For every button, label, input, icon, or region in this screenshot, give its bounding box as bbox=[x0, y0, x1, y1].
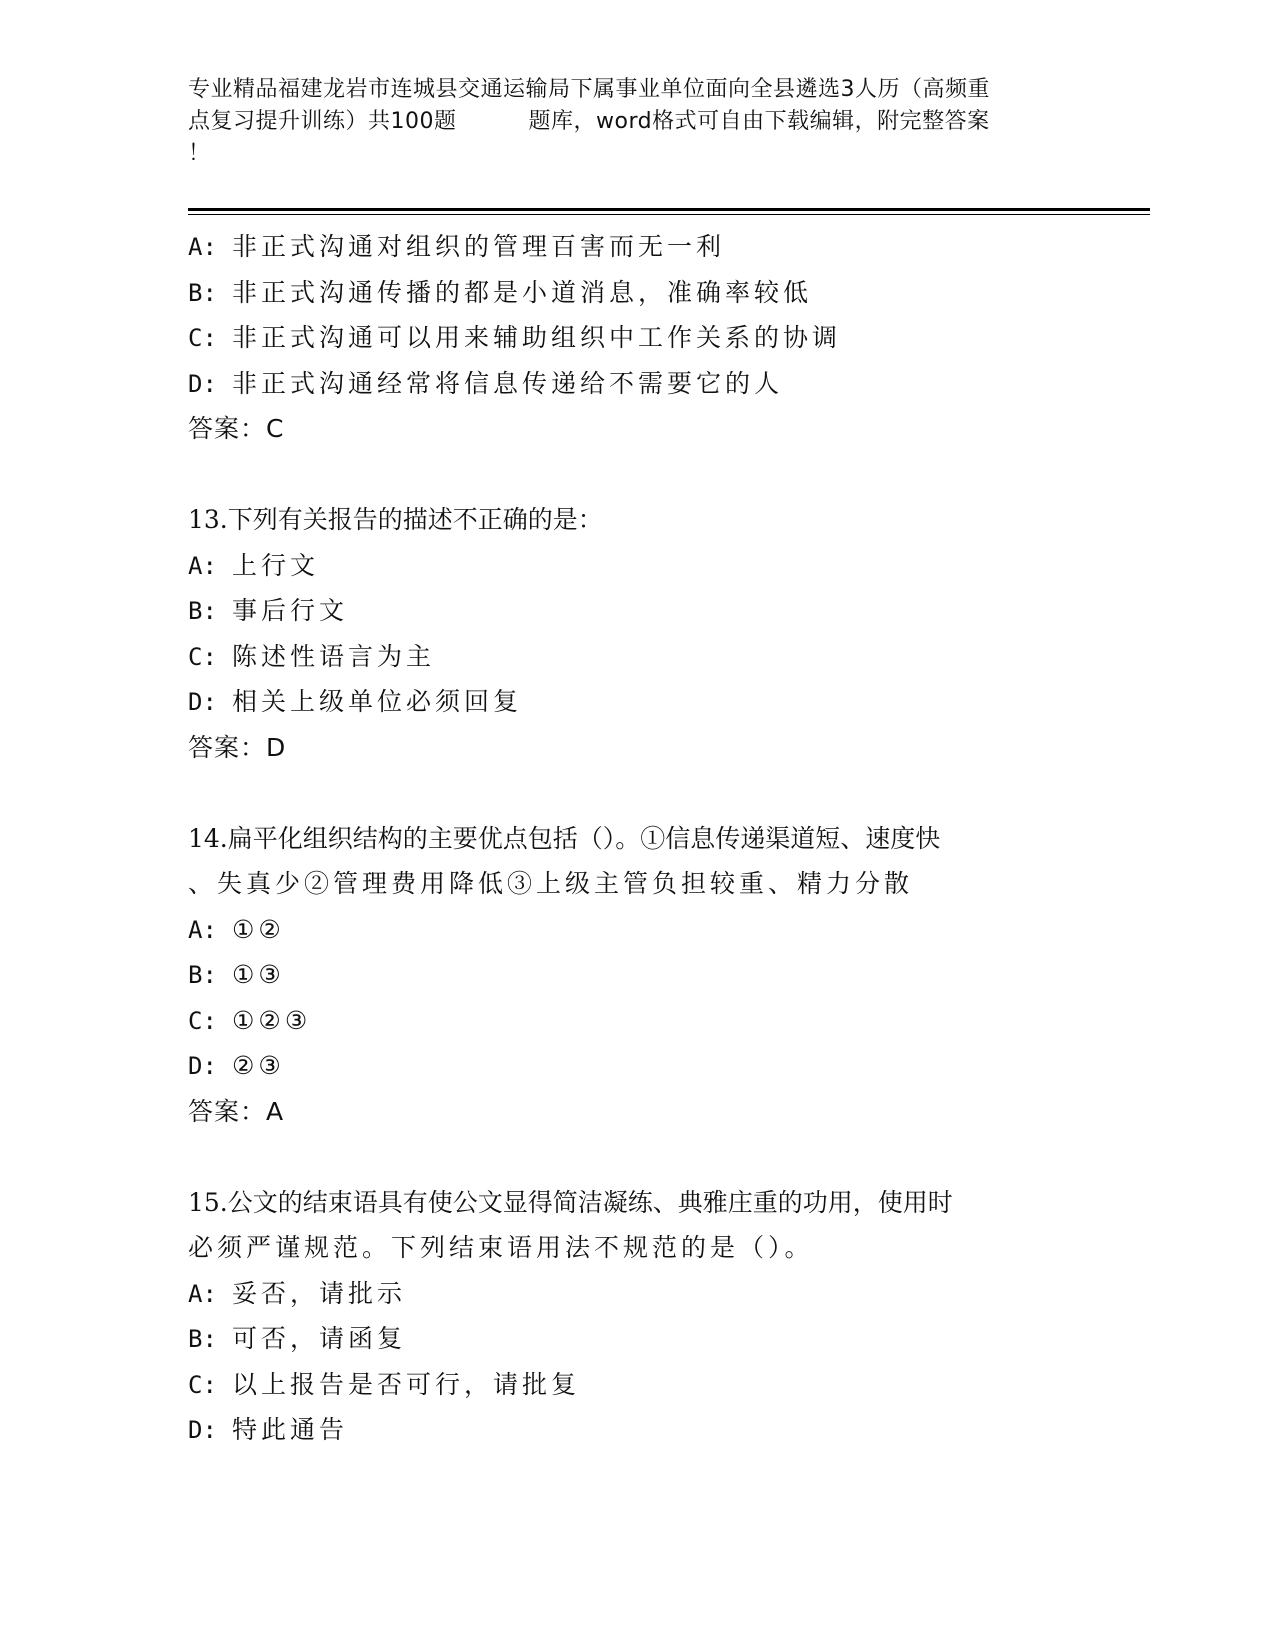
question-14 bbox=[188, 816, 1088, 1135]
question-text-line-1: 15.公文的结束语具有使公文显得简洁凝练、典雅庄重的功用，使用时 bbox=[188, 1187, 953, 1217]
option-label: C: bbox=[188, 1006, 217, 1035]
option-label: C: bbox=[188, 642, 217, 671]
option-text: 以上报告是否可行，请批复 bbox=[232, 1369, 581, 1399]
option-c bbox=[188, 315, 1088, 361]
header-title-line-2 bbox=[188, 106, 1088, 138]
option-b bbox=[188, 270, 1088, 316]
option-c bbox=[188, 1362, 1088, 1408]
question-13 bbox=[188, 497, 1088, 770]
option-b bbox=[188, 952, 1088, 998]
option-text: 妥否，请批示 bbox=[232, 1278, 407, 1308]
option-label: D: bbox=[188, 688, 217, 716]
header-title-line-1: 专业精品福建龙岩市连城县交通运输局下属事业单位面向全县遴选3人历（高频重 bbox=[188, 77, 990, 102]
question-list bbox=[188, 224, 1088, 1453]
header-title-line-3: ！ bbox=[188, 141, 211, 166]
option-text: 可否，请函复 bbox=[232, 1324, 407, 1353]
option-label: B: bbox=[188, 597, 217, 625]
option-text: 相关上级单位必须回复 bbox=[232, 687, 523, 716]
option-label: C: bbox=[188, 1370, 217, 1399]
option-label: A: bbox=[188, 551, 217, 580]
option-d bbox=[188, 1043, 1088, 1089]
document-header bbox=[188, 74, 1088, 170]
option-a bbox=[188, 543, 1088, 589]
option-text: ①② bbox=[232, 914, 285, 944]
option-label: D: bbox=[188, 1052, 217, 1080]
option-d bbox=[188, 361, 1088, 407]
option-text: 陈述性语言为主 bbox=[232, 641, 436, 671]
answer-text: 答案：C bbox=[188, 414, 285, 443]
option-text: 非正式沟通传播的都是小道消息，准确率较低 bbox=[232, 277, 813, 307]
option-text: 特此通告 bbox=[232, 1415, 349, 1444]
option-label: B: bbox=[188, 1325, 217, 1353]
option-d bbox=[188, 1407, 1088, 1453]
option-text: ①③ bbox=[232, 960, 285, 989]
option-label: A: bbox=[188, 915, 217, 944]
option-text: ①②③ bbox=[232, 1005, 312, 1035]
option-label: D: bbox=[188, 369, 217, 398]
option-label: D: bbox=[188, 1416, 217, 1444]
option-text: 非正式沟通可以用来辅助组织中工作关系的协调 bbox=[232, 323, 842, 352]
option-label: B: bbox=[188, 961, 217, 989]
question-text-line-2: 必须严谨规范。下列结束语用法不规范的是（）。 bbox=[188, 1233, 814, 1262]
option-a bbox=[188, 907, 1088, 953]
option-text: 上行文 bbox=[232, 550, 320, 580]
option-label: B: bbox=[188, 278, 217, 307]
question-text-line-1: 14.扁平化组织结构的主要优点包括（）。①信息传递渠道短、速度快 bbox=[188, 823, 941, 853]
option-b bbox=[188, 1316, 1088, 1362]
question-text-line-2: 、失真少②管理费用降低③上级主管负担较重、精力分散 bbox=[188, 869, 914, 898]
option-text: 非正式沟通对组织的管理百害而无一利 bbox=[232, 232, 726, 261]
header-title-line-2a: 点复习提升训练）共100题 bbox=[188, 109, 457, 134]
header-divider-thick bbox=[188, 208, 1150, 211]
option-label: A: bbox=[188, 233, 217, 261]
question-12 bbox=[188, 224, 1088, 452]
option-b bbox=[188, 588, 1088, 634]
header-title-line-2b: 题库，word格式可自由下载编辑，附完整答案 bbox=[528, 109, 990, 134]
option-c bbox=[188, 634, 1088, 680]
option-a bbox=[188, 224, 1088, 270]
option-c bbox=[188, 998, 1088, 1044]
question-15 bbox=[188, 1180, 1088, 1453]
option-a bbox=[188, 1271, 1088, 1317]
answer-text: 答案：D bbox=[188, 732, 287, 762]
option-label: C: bbox=[188, 324, 217, 352]
option-text: 事后行文 bbox=[232, 596, 349, 625]
option-label: A: bbox=[188, 1279, 217, 1308]
header-divider-thin bbox=[188, 214, 1150, 215]
answer-text: 答案：A bbox=[188, 1096, 285, 1126]
option-text: ②③ bbox=[232, 1051, 285, 1080]
question-text: 13.下列有关报告的描述不正确的是： bbox=[188, 505, 603, 534]
option-d bbox=[188, 679, 1088, 725]
option-text: 非正式沟通经常将信息传递给不需要它的人 bbox=[232, 368, 784, 398]
